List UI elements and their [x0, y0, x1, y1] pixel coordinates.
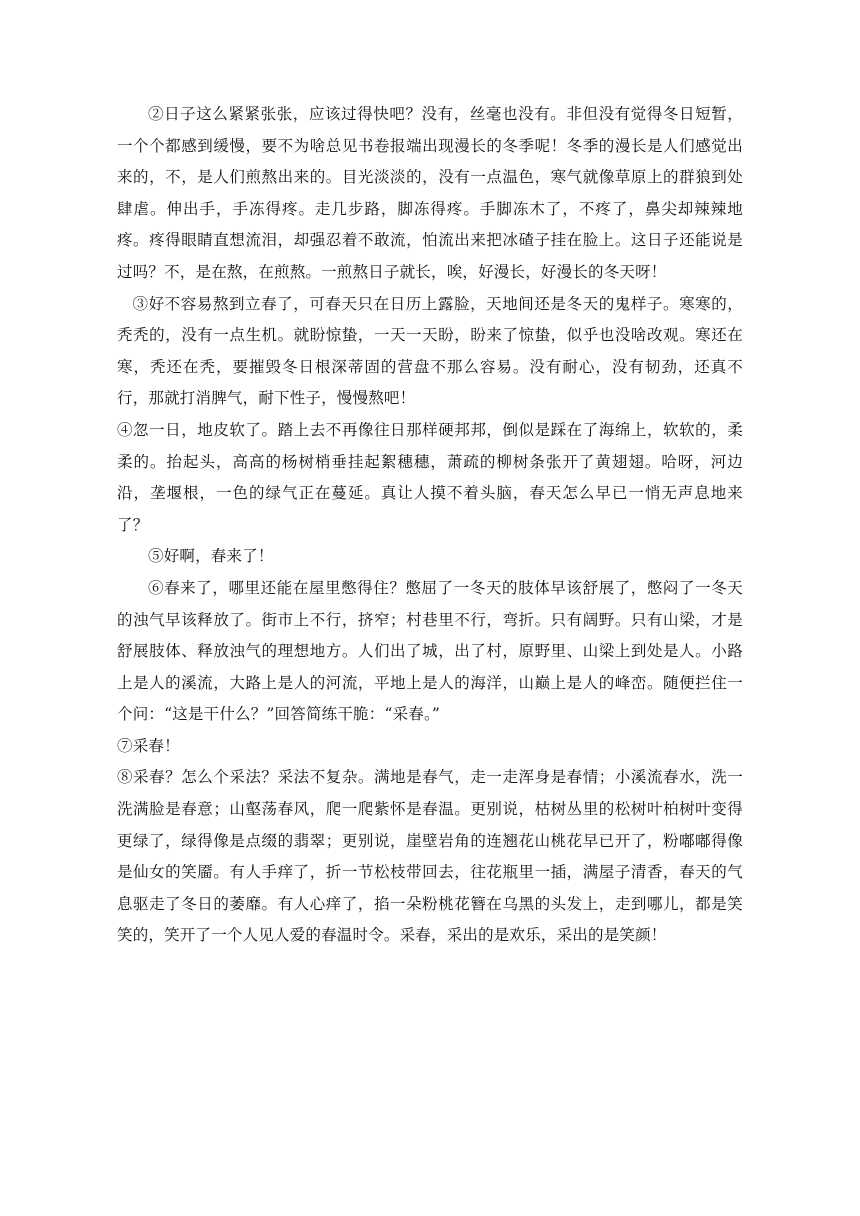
paragraph-4: ④忽一日，地皮软了。踏上去不再像往日那样硬邦邦，倒似是踩在了海绵上，软软的，柔柔的。抬起头，高高的杨树梢垂挂起絮穗穗，萧疏的柳树条张开了黄翅翅。哈呀，河边沿，垄堰根，一色的绿气正在蔓延。真让人摸不着头脑，春天怎么早已一悄无声息地来了？	[117, 420, 743, 534]
paragraph-7: ⑦采春！	[117, 736, 180, 755]
paragraph-3: ③好不容易熬到立春了，可春天只在日历上露脸，天地间还是冬天的鬼样子。寒寒的，秃秃的，没有一点生机。就盼惊蛰，一天一天盼，盼来了惊蛰，似乎也没啥改观。寒还在寒，秃还在秃，要摧毁冬日根深蒂固的营盘不那么容易。没有耐心，没有韧劲，还真不行，那就打消脾气，耐下性子，慢慢熬吧！	[117, 294, 743, 408]
paragraph-5: ⑤好啊，春来了！	[148, 547, 274, 566]
paragraph-6: ⑥春来了，哪里还能在屋里憋得住？憋屈了一冬天的肢体早该舒展了，憋闷了一冬天的浊气早该释放了。街市上不行，挤窄；村巷里不行，弯折。只有阔野。只有山梁，才是舒展肢体、释放浊气的理想地方。人们出了城，出了村，原野里、山梁上到处是人。小路上是人的溪流，大路上是人的河流，平地上是人的海洋，山巅上是人的峰峦。随便拦住一个问：“这是干什么？”回答简练干脆：“采春。”	[117, 578, 743, 724]
paragraph-2: ②日子这么紧紧张张，应该过得快吧？没有，丝毫也没有。非但没有觉得冬日短暂，一个个都感到缓慢，要不为啥总见书卷报端出现漫长的冬季呢！冬季的漫长是人们感觉出来的，不，是人们煎熬出来的。目光淡淡的，没有一点温色，寒气就像草原上的群狼到处肆虐。伸出手，手冻得疼。走几步路，脚冻得疼。手脚冻木了，不疼了，鼻尖却辣辣地疼。疼得眼睛直想流泪，却强忍着不敢流，怕流出来把冰碴子挂在脸上。这日子还能说是过吗？不，是在熬，在煎熬。一煎熬日子就长，唉，好漫长，好漫长的冬天呀！	[117, 105, 743, 281]
document-body	[117, 99, 743, 952]
paragraph-8: ⑧采春？怎么个采法？采法不复杂。满地是春气，走一走浑身是春情；小溪流春水，洗一洗满脸是春意；山壑荡春风，爬一爬紫怀是春温。更别说，枯树丛里的松树叶柏树叶变得更绿了，绿得像是点缀的翡翠；更别说，崖壁岩角的连翘花山桃花早已开了，粉嘟嘟得像是仙女的笑靥。有人手痒了，折一节松枝带回去，往花瓶里一插，满屋子清香，春天的气息驱走了冬日的萎靡。有人心痒了，掐一朵粉桃花簪在乌黑的头发上，走到哪儿，都是笑笑的，笑开了一个人见人爱的春温时令。采春，采出的是欢乐，采出的是笑颜！	[117, 768, 743, 945]
